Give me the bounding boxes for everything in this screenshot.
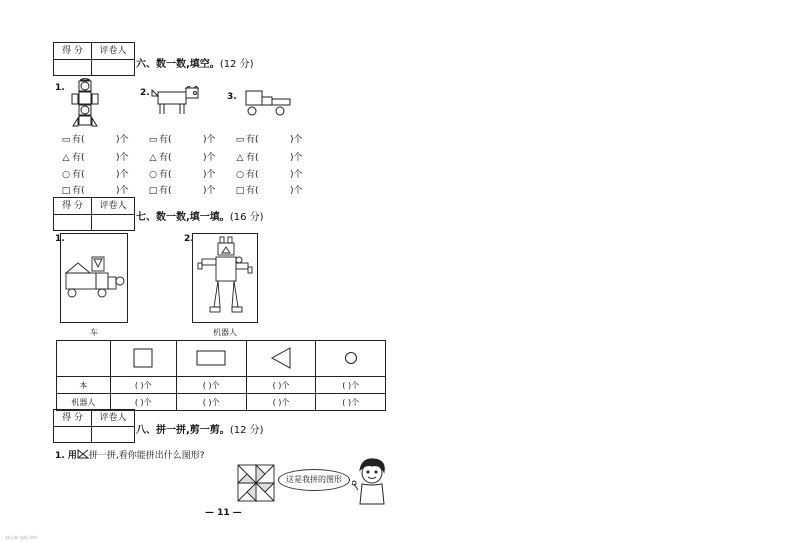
truck-figure	[244, 87, 292, 117]
section-6-points: (12 分)	[219, 59, 254, 70]
rectangle-header	[176, 341, 246, 377]
fill-row-label	[234, 167, 259, 180]
score-box-6	[53, 42, 135, 76]
shape-symbol-icon: □	[61, 186, 71, 196]
grader-label: 评卷人	[92, 198, 134, 215]
answer-cell[interactable]: ( )个	[316, 394, 386, 411]
shape-symbol-icon: △	[62, 153, 70, 163]
triangle-icon	[270, 347, 292, 369]
you-label: 有(	[72, 135, 85, 145]
fill-row-label	[60, 183, 85, 196]
section-8-question-1	[55, 448, 204, 461]
answer-blank[interactable]: )个	[290, 135, 303, 145]
answer-blank[interactable]: )个	[290, 186, 303, 196]
you-label: 有(	[72, 186, 85, 196]
shape-symbol-icon: △	[149, 153, 157, 163]
you-label: 有(	[72, 153, 85, 163]
answer-blank[interactable]: )个	[203, 170, 216, 180]
shape-symbol-icon: ▭	[148, 135, 158, 145]
robot-caption: 机器人	[213, 328, 237, 337]
fill-row-label	[147, 132, 172, 145]
fill-row-label	[147, 167, 172, 180]
answer-cell[interactable]: ( )个	[110, 394, 176, 411]
section-7-title-text: 七、数一数,填一填。	[136, 212, 230, 223]
shape-symbol-icon: ▭	[61, 135, 71, 145]
section-8-points: (12 分)	[229, 425, 264, 436]
fill-row-label	[234, 132, 259, 145]
fill-row-label	[234, 150, 259, 163]
table-corner	[57, 341, 111, 377]
answer-cell[interactable]: ( )个	[176, 394, 246, 411]
answer-cell[interactable]: ( )个	[110, 377, 176, 394]
answer-blank[interactable]: )个	[116, 170, 129, 180]
you-label: 有(	[159, 170, 172, 180]
shape-count-table	[56, 340, 386, 411]
answer-cell[interactable]: ( )个	[176, 377, 246, 394]
answer-blank[interactable]: )个	[290, 170, 303, 180]
row-label: 机器人	[57, 394, 111, 411]
answer-blank[interactable]: )个	[203, 135, 216, 145]
pinwheel-figure	[236, 463, 276, 503]
you-label: 有(	[246, 170, 259, 180]
question-1-prefix: 1. 用	[55, 451, 77, 461]
answer-blank[interactable]: )个	[203, 186, 216, 196]
score-box-7	[53, 197, 135, 231]
page-number: — 11 —	[205, 508, 242, 518]
speech-bubble: 这是我拼的图形	[278, 469, 350, 491]
fill-row-label	[147, 183, 172, 196]
triangle-tile-icon	[77, 449, 89, 459]
circle-icon	[344, 351, 358, 365]
section-6-title	[136, 55, 254, 70]
item-number-7-1: 1.	[55, 234, 65, 244]
score-label: 得 分	[54, 198, 92, 215]
you-label: 有(	[246, 153, 259, 163]
car-caption: 车	[90, 328, 98, 337]
section-8-title	[136, 421, 264, 436]
answer-cell[interactable]: ( )个	[316, 377, 386, 394]
item-number-6-1: 1.	[55, 83, 65, 93]
answer-blank[interactable]: )个	[116, 135, 129, 145]
section-6-title-text: 六、数一数,填空。	[136, 59, 220, 70]
shape-symbol-icon: △	[236, 153, 244, 163]
fill-row-label	[60, 150, 85, 163]
score-label: 得 分	[54, 410, 92, 427]
section-8-title-text: 八、拼一拼,剪一剪。	[136, 425, 230, 436]
grader-label: 评卷人	[92, 43, 134, 60]
answer-blank[interactable]: )个	[116, 153, 129, 163]
rectangle-icon	[196, 350, 226, 366]
answer-blank[interactable]: )个	[290, 153, 303, 163]
answer-cell[interactable]: ( )个	[246, 377, 316, 394]
row-label: 本	[57, 377, 111, 394]
fill-row-label	[60, 132, 85, 145]
triangle-header	[246, 341, 316, 377]
answer-blank[interactable]: )个	[116, 186, 129, 196]
item-number-6-3: 3.	[227, 92, 237, 102]
item-number-7-2: 2.	[184, 234, 194, 244]
table-row	[57, 377, 386, 394]
shape-symbol-icon: ○	[236, 170, 244, 180]
section-7-points: (16 分)	[229, 212, 264, 223]
animal-figure	[150, 86, 202, 116]
you-label: 有(	[159, 135, 172, 145]
square-icon	[133, 348, 153, 368]
car-picture	[60, 233, 128, 323]
shape-symbol-icon: □	[235, 186, 245, 196]
shape-symbol-icon: ○	[62, 170, 70, 180]
answer-blank[interactable]: )个	[203, 153, 216, 163]
score-box-8	[53, 409, 135, 443]
shape-symbol-icon: ○	[149, 170, 157, 180]
score-label: 得 分	[54, 43, 92, 60]
robot-picture	[192, 233, 258, 323]
square-header	[110, 341, 176, 377]
you-label: 有(	[159, 186, 172, 196]
tower-figure	[68, 78, 102, 128]
answer-cell[interactable]: ( )个	[246, 394, 316, 411]
table-row	[57, 394, 386, 411]
boy-figure	[352, 456, 392, 506]
circle-header	[316, 341, 386, 377]
you-label: 有(	[159, 153, 172, 163]
question-1-suffix: 拼一拼,看你能拼出什么图形?	[88, 451, 205, 461]
item-number-6-2: 2.	[140, 88, 150, 98]
fill-row-label	[147, 150, 172, 163]
you-label: 有(	[246, 135, 259, 145]
you-label: 有(	[246, 186, 259, 196]
grader-label: 评卷人	[92, 410, 134, 427]
shape-symbol-icon: □	[148, 186, 158, 196]
fill-row-label	[234, 183, 259, 196]
fill-row-label	[60, 167, 85, 180]
shape-symbol-icon: ▭	[235, 135, 245, 145]
section-7-title	[136, 208, 264, 223]
you-label: 有(	[72, 170, 85, 180]
footer-text: ab cde fghij klm	[5, 535, 38, 540]
